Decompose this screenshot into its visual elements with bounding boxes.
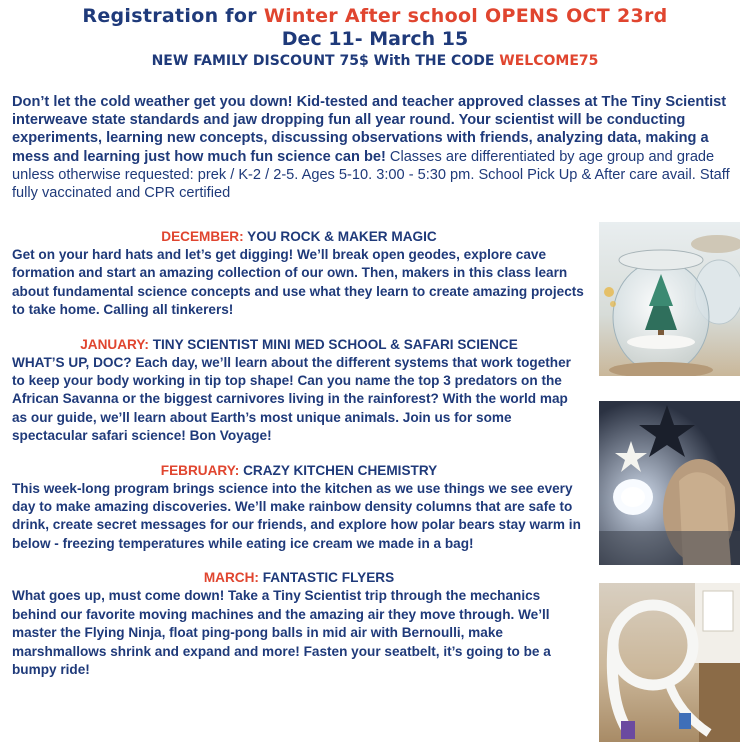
section-name: CRAZY KITCHEN CHEMISTRY <box>239 462 438 478</box>
loop-track-photo <box>599 583 740 742</box>
section-body: WHAT’S UP, DOC? Each day, we’ll learn about the different systems that work together to keep your body working in tip top shape! Can you name the top 3 predators on the African Savanna or the biggest carnivores living in the rainforest? With the world map as our guide, we’ll learn about Earth’s most unique animals. Join us for some spectacular safari science! Bon Voyage! <box>12 354 571 444</box>
section-month: MARCH: <box>203 570 259 586</box>
section-body: This week-long program brings science into the kitchen as we use things we see every day to make amazing discoveries. We’ll make rainbow density columns that are safe to drink, create secret messages for our friends, and explore how polar bears stay warm in below - freezing temperatures while eating ice cream we made in a bag! <box>12 480 581 551</box>
section-march <box>12 569 586 679</box>
section-body: Get on your hard hats and let’s get digging! We’ll break open geodes, explore cave formation and start an amazing collection of our own. Then, makers in this class learn about fundamental science concepts and use what they learn to create amazing projects to take home. Calling all tinkerers! <box>12 247 584 318</box>
section-title <box>12 336 586 354</box>
section-january <box>12 336 586 446</box>
section-month: JANUARY: <box>80 336 149 352</box>
registration-opens-date: Winter After school OPENS OCT 23rd <box>263 5 668 27</box>
star-projection-photo <box>599 401 740 565</box>
snow-globe-photo <box>599 222 740 376</box>
section-body: What goes up, must come down! Take a Tiny Scientist trip through the mechanics behind our favorite moving machines and the amazing air they move through. We’ll master the Flying Ninja, float ping-pong balls in mid air with Bernoulli, make marshmallows shrink and expand and more! Fasten your seatbelt, it’s going to be a bumpy ride! <box>12 588 551 677</box>
section-title <box>12 462 586 480</box>
sections-column <box>12 228 586 695</box>
section-name: TINY SCIENTIST MINI MED SCHOOL & SAFARI SCIENCE <box>148 336 518 352</box>
section-december <box>12 228 586 320</box>
section-month: FEBRUARY: <box>160 462 240 478</box>
discount-code: WELCOME75 <box>499 53 599 69</box>
section-title <box>12 228 586 246</box>
header <box>0 4 750 72</box>
intro-bold-text: Don’t let the cold weather get you down! Kid-tested and teacher approved classes at The Tiny Scientist interweave state standards and jaw dropping fun all year round. Your scientist will be conducting experiments, learning new concepts, discussing observations with friends, analyzing data, making a mess and learning just how much fun science can be! <box>12 94 727 165</box>
section-february <box>12 462 586 554</box>
section-name: FANTASTIC FLYERS <box>258 570 395 586</box>
discount-line <box>0 50 750 72</box>
intro-paragraph <box>12 93 740 202</box>
discount-text: NEW FAMILY DISCOUNT 75$ With THE CODE <box>151 53 500 69</box>
section-month: DECEMBER: <box>161 229 244 244</box>
section-name: YOU ROCK & MAKER MAGIC <box>243 229 437 244</box>
registration-prefix: Registration for <box>82 5 264 27</box>
intro-details-text: Classes are differentiated by age group and grade unless otherwise requested: prek / K-2 / 2-5. Ages 5-10. 3:00 - 5:30 pm. School Pick Up & After care avail. Staff fully vaccinated and CPR certified <box>12 148 730 202</box>
registration-headline <box>0 4 750 28</box>
section-title <box>12 569 586 587</box>
session-dates: Dec 11- March 15 <box>281 28 469 50</box>
